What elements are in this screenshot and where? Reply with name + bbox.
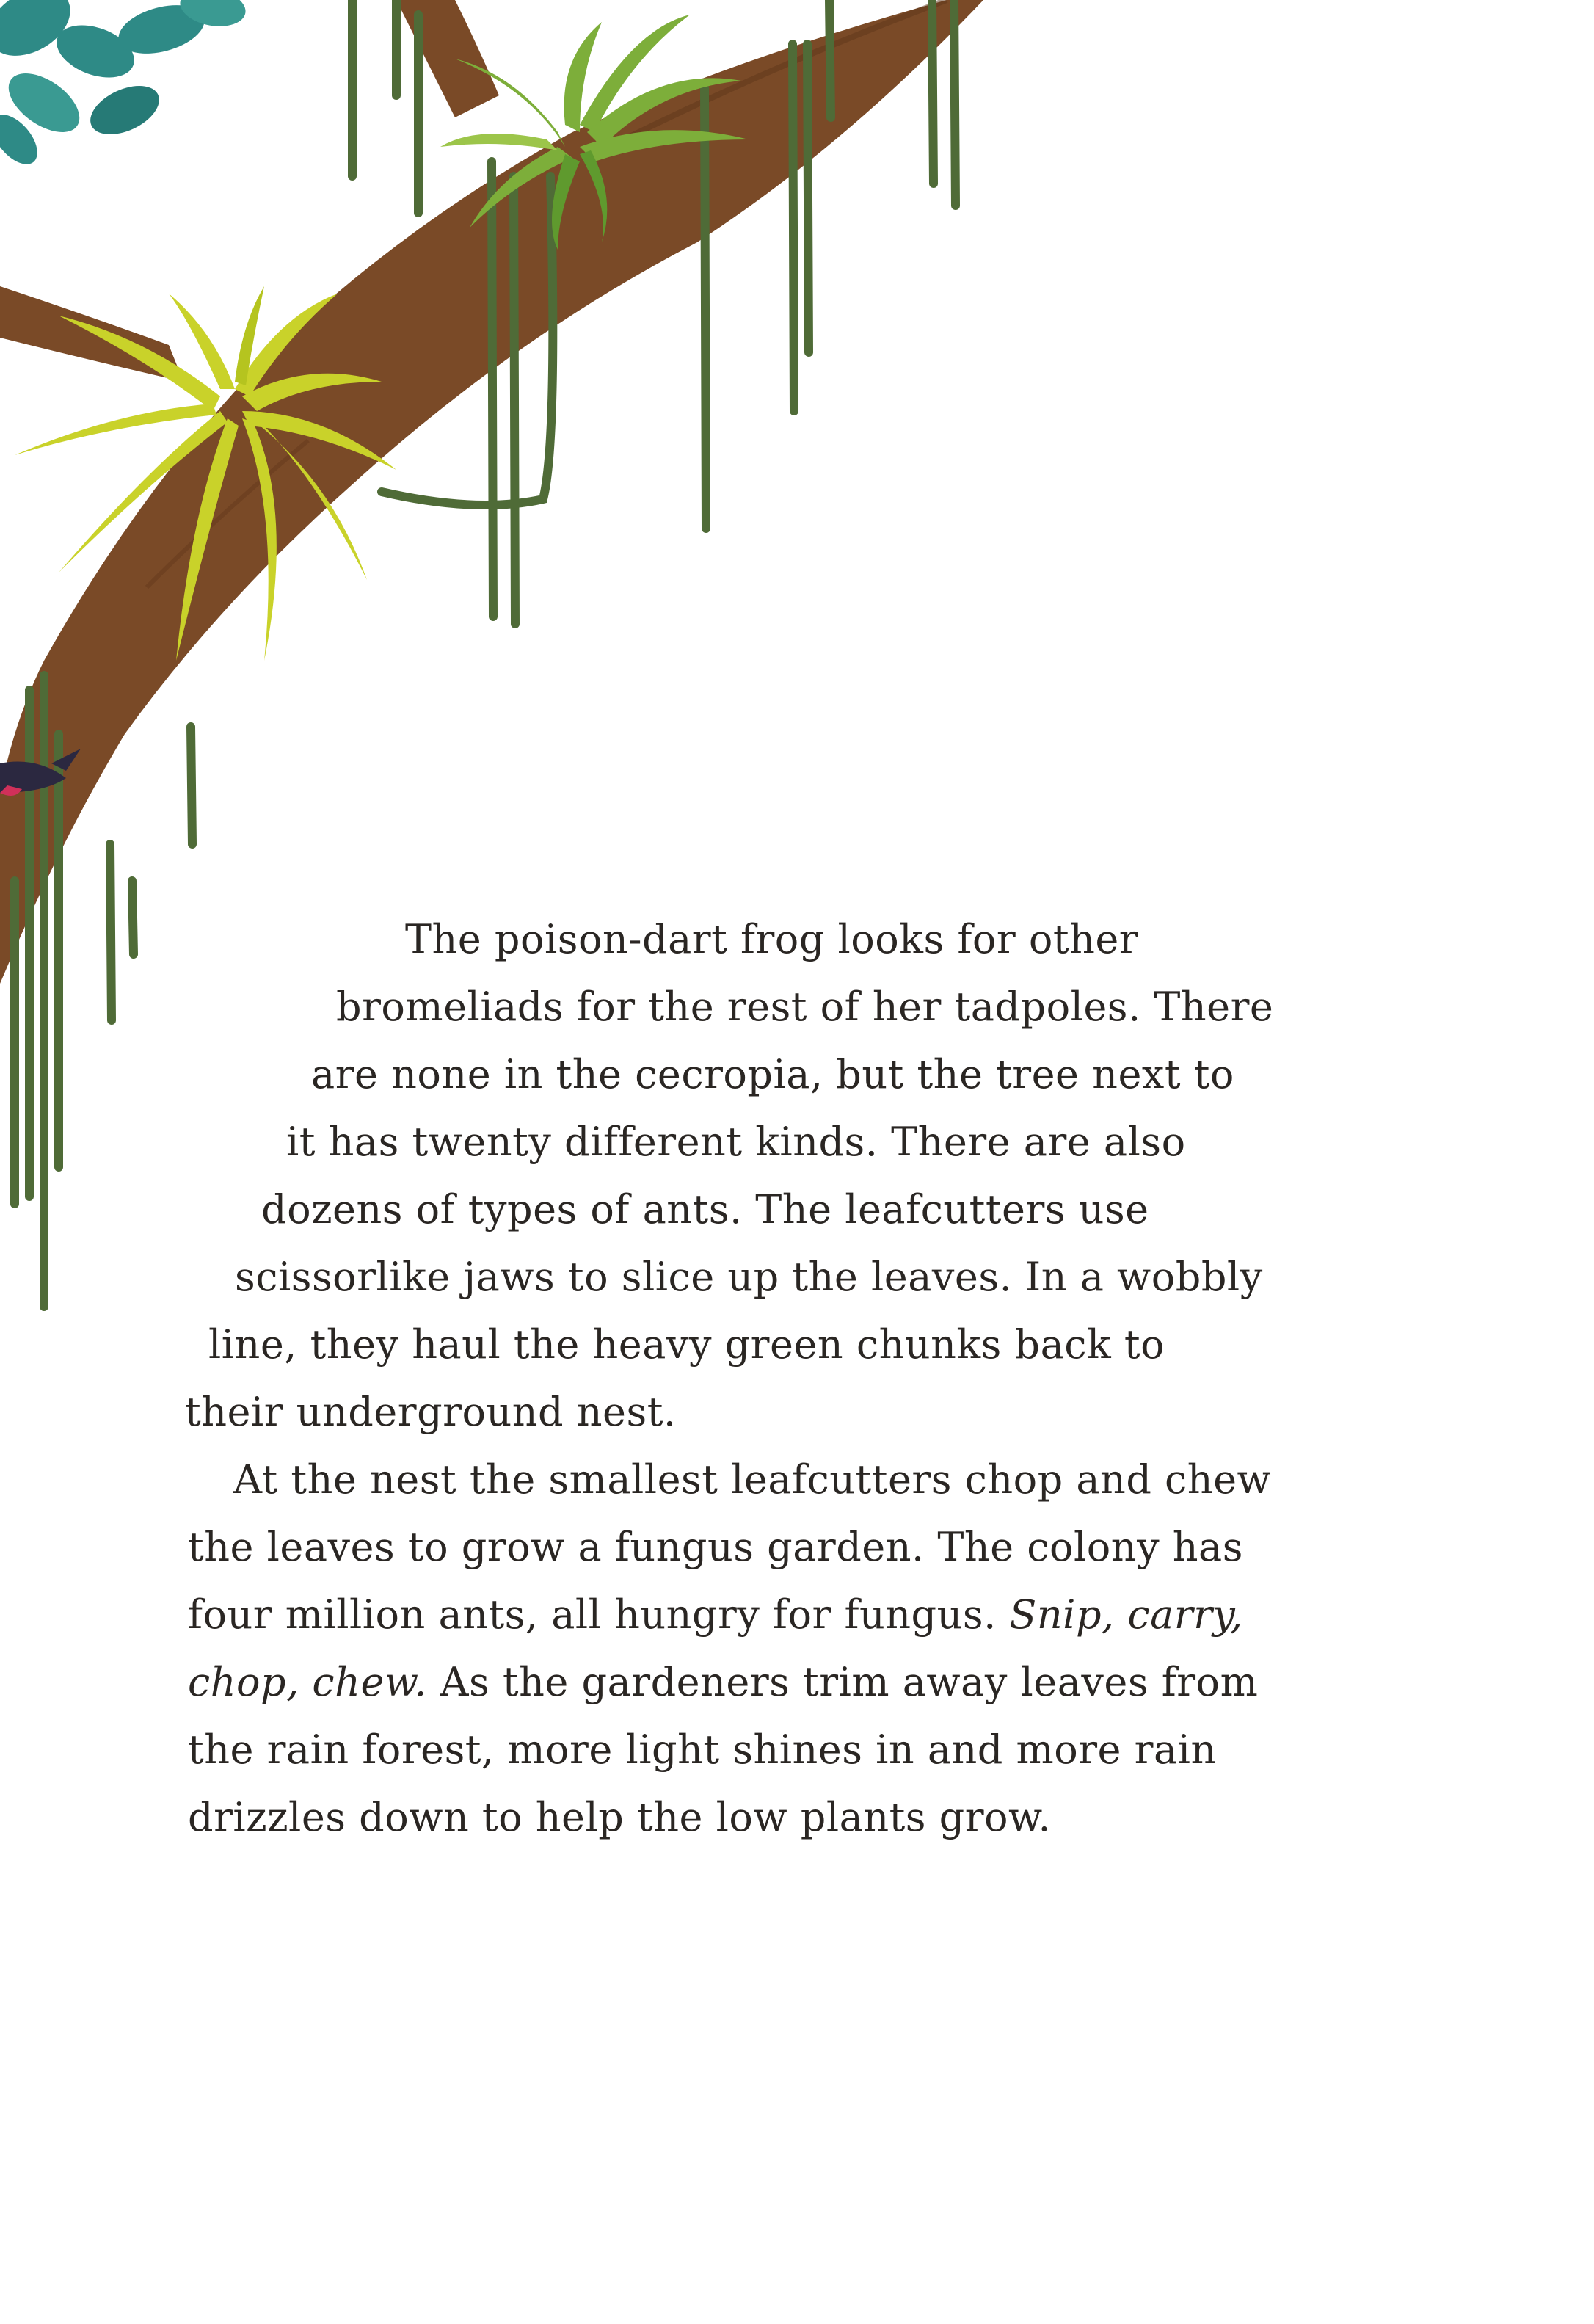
canopy-leaves xyxy=(0,0,249,173)
paragraph-1-line-6: scissorlike jaws to slice up the leaves. In a wobbly xyxy=(235,1254,1263,1300)
paragraph-2-line-3-text: four million ants, all hungry for fungus. xyxy=(188,1591,1010,1638)
paragraph-1-line-1: The poison-dart frog looks for other xyxy=(405,916,1139,962)
paragraph-2-line-4 xyxy=(188,1660,1258,1704)
paragraph-2-line-2: the leaves to grow a fungus garden. The colony has xyxy=(188,1524,1243,1570)
paragraph-1-line-5: dozens of types of ants. The leafcutters use xyxy=(261,1186,1149,1232)
paragraph-2-line-5: the rain forest, more light shines in and more rain xyxy=(188,1726,1217,1773)
paragraph-1-line-4: it has twenty different kinds. There are also xyxy=(286,1119,1186,1165)
paragraph-2-line-4-italic: chop, chew. xyxy=(188,1659,427,1705)
paragraph-2-line-3 xyxy=(188,1593,1243,1637)
paragraph-2-italic-text: Snip, carry, xyxy=(1009,1591,1243,1638)
paragraph-1-line-3: are none in the cecropia, but the tree next to xyxy=(311,1051,1234,1097)
paragraph-2-line-6: drizzles down to help the low plants grow. xyxy=(188,1794,1052,1840)
paragraph-1-line-7: line, they haul the heavy green chunks back to xyxy=(208,1321,1165,1368)
paragraph-1-line-8: their underground nest. xyxy=(185,1389,677,1435)
paragraph-2-line-4-rest: As the gardeners trim away leaves from xyxy=(426,1659,1259,1705)
paragraph-2-line-1: At the nest the smallest leafcutters chop and chew xyxy=(233,1456,1272,1503)
paragraph-1-line-2: bromeliads for the rest of her tadpoles. There xyxy=(336,984,1274,1030)
